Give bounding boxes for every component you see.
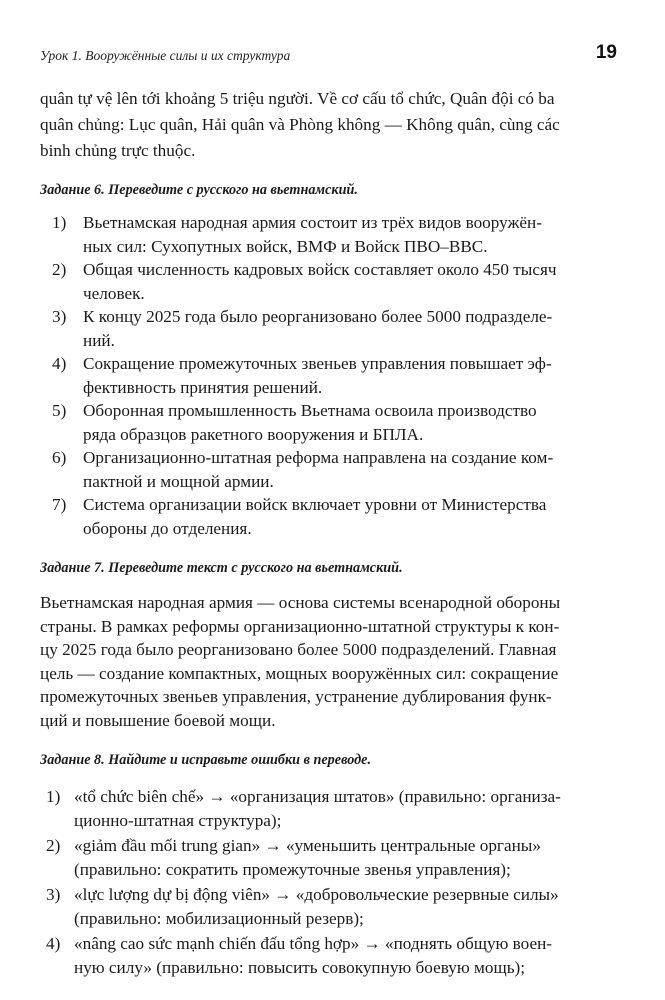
text-line: цель — создание компактных, мощных вооружённых сил: сокращение xyxy=(40,663,559,683)
task6-heading: Задание 6. Переведите с русского на вьетнамский. xyxy=(40,182,358,198)
task8-list xyxy=(40,785,617,979)
item-line: К концу 2025 года было реорганизовано более 5000 подразделе- xyxy=(83,307,553,326)
item-number: 5) xyxy=(52,401,67,420)
text-line: Вьетнамская народная армия — основа системы всенародной обороны xyxy=(40,593,561,612)
page-body xyxy=(40,86,617,979)
list-item xyxy=(40,785,617,832)
page-number: 19 xyxy=(595,42,617,63)
item-number: 4) xyxy=(52,354,67,373)
list-item xyxy=(40,932,617,979)
item-line: Вьетнамская народная армия состоит из трёх видов вооружён- xyxy=(83,213,542,232)
task6-list xyxy=(40,211,617,540)
item-number: 2) xyxy=(46,836,61,855)
running-header xyxy=(40,42,625,72)
intro-line: binh chủng trực thuộc. xyxy=(40,141,196,160)
item-line: Организационно-штатная реформа направлена на создание ком- xyxy=(83,448,554,467)
item-line: ную силу» (правильно: повысить совокупную боевую мощь); xyxy=(74,957,526,977)
intro-line: quân chủng: Lục quân, Hải quân và Phòng không — Không quân, cùng các xyxy=(40,115,560,134)
intro-paragraph xyxy=(40,86,617,164)
list-item xyxy=(40,211,617,258)
item-number: 1) xyxy=(46,787,61,806)
item-number: 1) xyxy=(52,213,67,232)
list-item xyxy=(40,305,617,352)
list-item xyxy=(40,258,617,305)
text-line: ций и повышение боевой мощи. xyxy=(40,710,276,730)
text-line: промежуточных звеньев управления, устранение дублирования функ- xyxy=(40,687,552,706)
list-item xyxy=(40,399,617,446)
item-line: «tổ chức biên chế» → «организация штатов» (правильно: организа- xyxy=(74,787,561,806)
item-line: Система организации войск включает уровни от Министерства xyxy=(83,495,547,514)
item-line: обороны до отделения. xyxy=(83,518,252,538)
item-line: ряда образцов ракетного вооружения и БПЛА. xyxy=(83,424,424,444)
list-item xyxy=(40,352,617,399)
list-item xyxy=(40,446,617,493)
item-line: «lực lượng dự bị động viên» → «добровольческие резервные силы» xyxy=(74,885,559,904)
list-item xyxy=(40,493,617,540)
item-line: Общая численность кадровых войск составляет около 450 тысяч xyxy=(83,260,557,279)
task8-heading: Задание 8. Найдите и исправьте ошибки в переводе. xyxy=(40,752,372,768)
item-line: Сокращение промежуточных звеньев управления повышает эф- xyxy=(83,354,552,373)
item-line: «nâng cao sức mạnh chiến đấu tổng hợp» → «поднять общую воен- xyxy=(74,934,553,953)
list-item xyxy=(40,834,617,881)
item-number: 3) xyxy=(46,885,61,904)
item-line: ний. xyxy=(83,330,115,350)
item-line: «giảm đầu mối trung gian» → «уменьшить центральные органы» xyxy=(74,836,541,855)
item-line: (правильно: мобилизационный резерв); xyxy=(74,908,364,928)
list-item xyxy=(40,883,617,930)
item-line: фективность принятия решений. xyxy=(83,377,323,397)
task7-heading: Задание 7. Переведите текст с русского на вьетнамский. xyxy=(40,560,403,576)
text-line: цу 2025 года было реорганизовано более 5000 подразделений. Главная xyxy=(40,640,557,659)
text-line: страны. В рамках реформы организационно-штатной структуры к кон- xyxy=(40,616,560,636)
item-line: Оборонная промышленность Вьетнама освоила производство xyxy=(83,401,537,420)
item-line: пактной и мощной армии. xyxy=(83,471,274,491)
item-number: 4) xyxy=(46,934,61,953)
intro-line: quân tự vệ lên tới khoảng 5 triệu người. Về cơ cấu tổ chức, Quân đội có ba xyxy=(40,89,555,108)
item-number: 3) xyxy=(52,307,67,326)
item-number: 6) xyxy=(52,448,67,467)
item-line: (правильно: сократить промежуточные звенья управления); xyxy=(74,859,511,879)
item-line: человек. xyxy=(83,283,145,303)
item-line: ционно-штатная структура); xyxy=(74,810,282,830)
chapter-title: Урок 1. Вооружённые силы и их структура xyxy=(40,48,291,63)
item-line: ных сил: Сухопутных войск, ВМФ и Войск ПВО–ВВС. xyxy=(83,236,488,256)
item-number: 7) xyxy=(52,495,67,514)
task7-text xyxy=(40,591,617,732)
item-number: 2) xyxy=(52,260,67,279)
